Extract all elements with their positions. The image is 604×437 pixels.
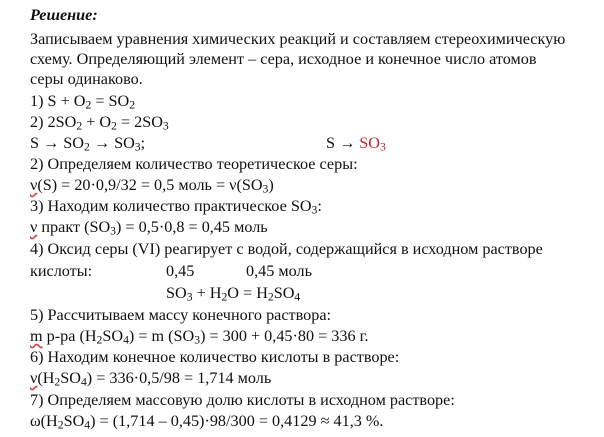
step-7-calc: $\omega(H_2SO_4) = (1,714 - 0,45)\cdot 98/300 = 0,4129 \approx 41,3$ %. xyxy=(30,412,384,432)
step-4-value-1: 0,45 xyxy=(166,262,195,280)
step-4-value-2: 0,45 моль xyxy=(246,262,312,280)
stoichiometric-scheme: $S \to SO_2 \to SO_3$; xyxy=(30,134,146,154)
step-4-line-1: 4) Оксид серы (VI) реагирует с водой, содержащийся в исходном растворе xyxy=(30,240,543,258)
step-3-title: 3) Находим количество практическое $SO_3$: xyxy=(30,197,322,217)
step-2-title: 2) Определяем количество теоретическое серы: xyxy=(30,155,358,173)
step-6-calc: $\nu(H_2SO_4) = 336\cdot 0,5/98 = 1,714$ моль xyxy=(30,369,272,389)
so3-red-label: SO xyxy=(359,134,380,152)
step-5-title: 5) Рассчитываем массу конечного раствора: xyxy=(30,306,332,324)
step-6-title: 6) Находим конечное количество кислоты в растворе: xyxy=(30,348,400,366)
equation-2: 2) $2SO_2 + O_2 = 2SO_3$ xyxy=(30,113,169,133)
step-3-calc: ν практ $(SO_3) = 0,5\cdot 0,8 = 0,45$ моль xyxy=(30,218,268,238)
step-4-label: кислоты: xyxy=(30,262,93,280)
step-4-equation: $SO_3 + H_2O = H_2SO_4$ xyxy=(166,284,301,304)
solution-heading: Решение: xyxy=(30,6,98,24)
step-2-calc: ν(S) = 20·0,9/32 = 0,5 моль = $\nu(SO_3)$ xyxy=(30,176,274,196)
intro-line-3: серы одинаково. xyxy=(30,70,143,88)
intro-line-2: схему. Определяющий элемент – сера, исходное и конечное число атомов xyxy=(30,50,537,68)
step-5-calc: m р-ра $(H_2SO_4) = m$ $(SO_3) = 300 + 0,45\cdot 80 = 336$ г. xyxy=(30,327,369,347)
intro-line-1: Записываем уравнения химических реакций и составляем стереохимическую xyxy=(30,30,566,48)
step-7-title: 7) Определяем массовую долю кислоты в исходном растворе: xyxy=(30,391,455,409)
scheme-summary: $S \to SO_3$ xyxy=(326,134,386,154)
equation-1: 1) $S + O_2 = SO_2$ xyxy=(30,92,136,112)
